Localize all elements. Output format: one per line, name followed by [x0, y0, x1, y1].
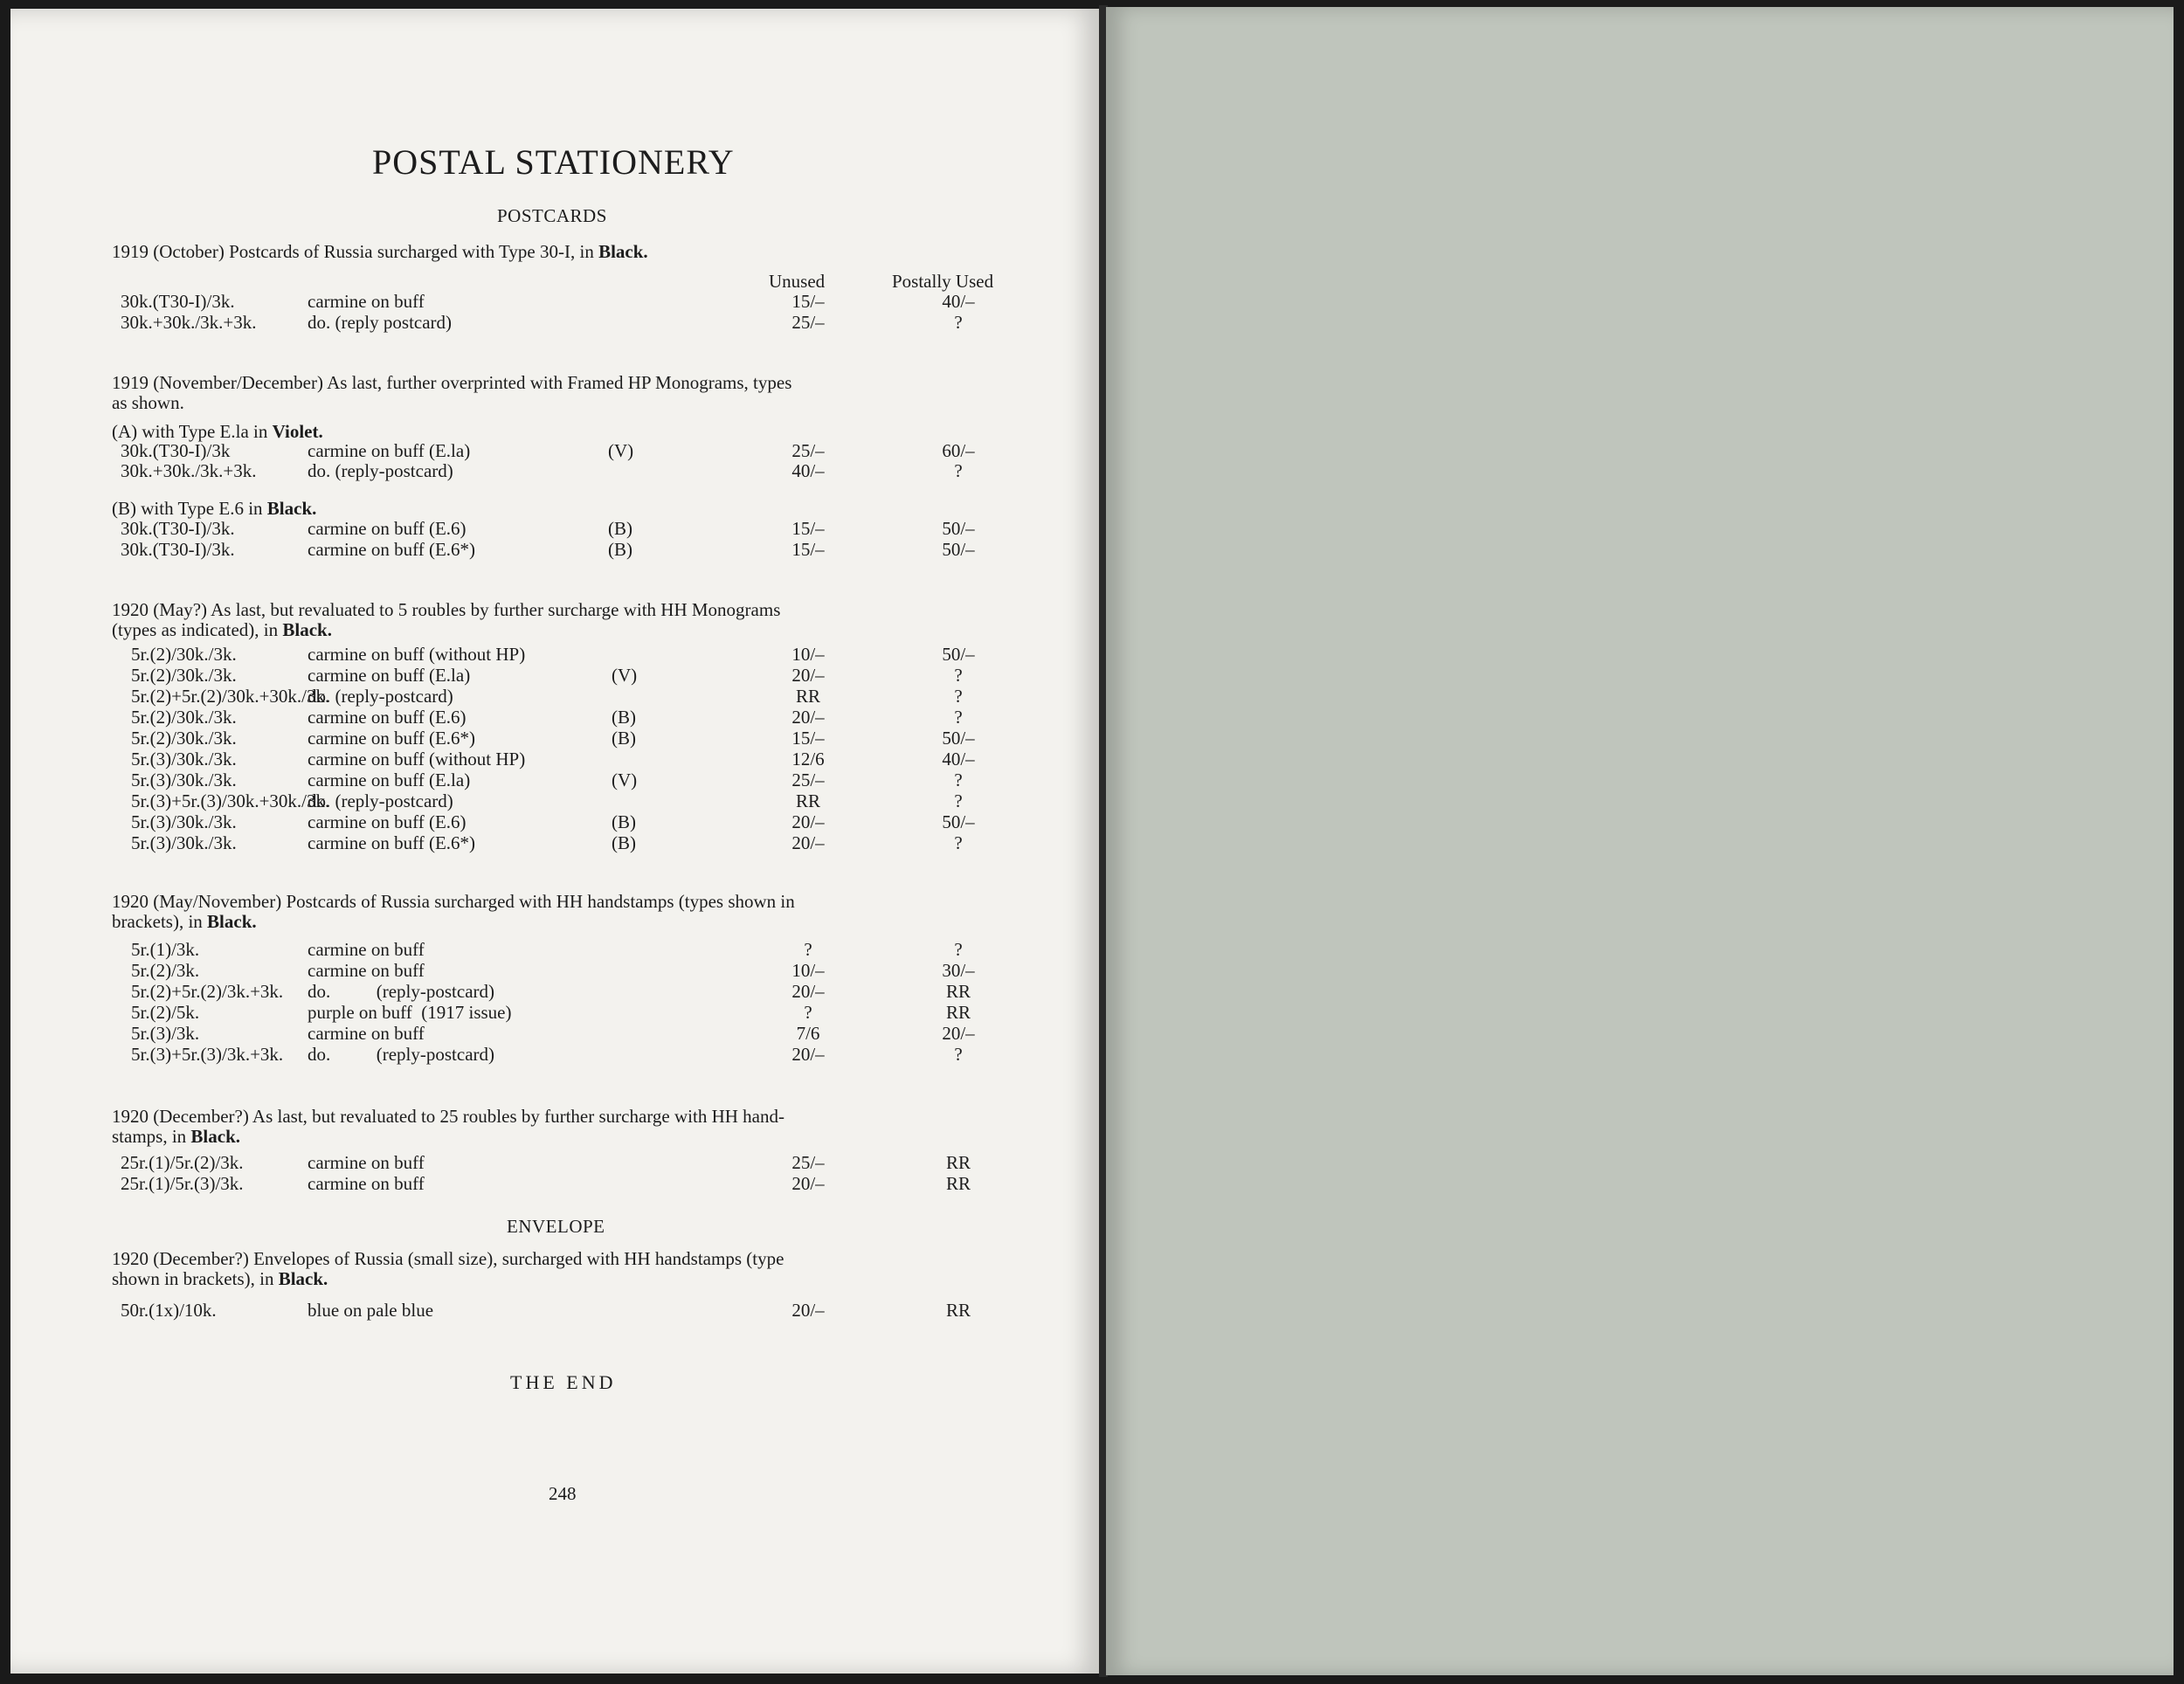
row-value: 30k.(T30-I)/3k	[121, 440, 231, 461]
row-value: 30k.(T30-I)/3k.	[121, 518, 235, 539]
row-value: 50r.(1x)/10k.	[121, 1300, 217, 1321]
row-desc: carmine on buff (E.6)	[308, 707, 467, 728]
row-value: 5r.(2)/30k./3k.	[131, 728, 237, 749]
row-value: 5r.(2)/30k./3k.	[131, 707, 237, 728]
row-used: 40/–	[942, 749, 975, 770]
row-desc: carmine on buff (E.6)	[308, 811, 467, 832]
row-unused: 20/–	[791, 981, 825, 1002]
row-unused: 20/–	[791, 1300, 825, 1321]
row-used: ?	[954, 790, 963, 811]
row-used: ?	[954, 770, 963, 790]
row-used: 50/–	[942, 728, 975, 749]
intro-envelope-line2: shown in brackets), in Black.	[112, 1268, 328, 1289]
row-unused: 20/–	[791, 665, 825, 686]
intro-1920-may-november-line1: 1920 (May/November) Postcards of Russia surcharged with HH handstamps (types shown in	[112, 891, 795, 912]
row-value: 5r.(3)/30k./3k.	[131, 811, 237, 832]
intro-1920-may-line1: 1920 (May?) As last, but revaluated to 5 roubles by further surcharge with HH Monograms	[112, 599, 781, 620]
row-used: 50/–	[942, 518, 975, 539]
row-unused: 10/–	[791, 644, 825, 665]
row-desc: carmine on buff	[308, 939, 425, 960]
intro-envelope-line1: 1920 (December?) Envelopes of Russia (small size), surcharged with HH handstamps (type	[112, 1248, 784, 1269]
intro-1919-november-line2: as shown.	[112, 392, 184, 413]
row-unused: RR	[795, 686, 820, 707]
row-value: 5r.(3)/30k./3k.	[131, 832, 237, 853]
row-unused: ?	[804, 939, 812, 960]
postcards-heading: POSTCARDS	[497, 205, 607, 226]
row-used: ?	[954, 939, 963, 960]
row-desc: carmine on buff	[308, 291, 425, 312]
intro-1920-may-line2: (types as indicated), in Black.	[112, 619, 332, 640]
row-code: (V)	[612, 770, 638, 790]
subsection-a-heading: (A) with Type E.la in Violet.	[112, 421, 323, 442]
row-used: 30/–	[942, 960, 975, 981]
row-used: 50/–	[942, 811, 975, 832]
col-header-postally-used: Postally Used	[892, 271, 994, 292]
row-desc: carmine on buff (E.6)	[308, 518, 467, 539]
row-value: 5r.(2)/3k.	[131, 960, 200, 981]
col-header-unused: Unused	[769, 271, 826, 292]
row-desc: do. (reply postcard)	[308, 312, 453, 333]
row-unused: 7/6	[796, 1023, 820, 1044]
row-unused: 15/–	[791, 728, 825, 749]
row-value: 30k.+30k./3k.+3k.	[121, 312, 257, 333]
row-unused: 20/–	[791, 811, 825, 832]
row-code: (B)	[612, 832, 636, 853]
row-desc: blue on pale blue	[308, 1300, 434, 1321]
row-used: 20/–	[942, 1023, 975, 1044]
row-desc: do. (reply-postcard)	[308, 981, 495, 1002]
row-desc: do. (reply-postcard)	[308, 790, 453, 811]
row-value: 5r.(3)/30k./3k.	[131, 749, 237, 770]
row-desc: carmine on buff (without HP)	[308, 644, 526, 665]
row-value: 5r.(2)/30k./3k.	[131, 665, 237, 686]
row-used: RR	[945, 981, 971, 1002]
row-desc: carmine on buff (E.la)	[308, 665, 471, 686]
row-unused: ?	[804, 1002, 812, 1023]
row-unused: 15/–	[791, 539, 825, 560]
row-value: 25r.(1)/5r.(3)/3k.	[121, 1173, 244, 1194]
row-unused: 40/–	[791, 460, 825, 481]
row-used: ?	[954, 832, 963, 853]
subsection-b-heading: (B) with Type E.6 in Black.	[112, 498, 317, 519]
row-desc: carmine on buff (E.la)	[308, 770, 471, 790]
row-value: 5r.(3)/3k.	[131, 1023, 200, 1044]
row-code: (B)	[612, 811, 636, 832]
row-used: 60/–	[942, 440, 975, 461]
row-desc: carmine on buff (E.la)	[308, 440, 471, 461]
row-desc: carmine on buff	[308, 960, 425, 981]
row-unused: 15/–	[791, 291, 825, 312]
row-used: RR	[945, 1002, 971, 1023]
row-value: 5r.(3)+5r.(3)/30k.+30k./3k.	[131, 790, 330, 811]
row-code: (V)	[608, 440, 634, 461]
row-unused: 25/–	[791, 1152, 825, 1173]
row-unused: 20/–	[791, 707, 825, 728]
row-value: 30k.+30k./3k.+3k.	[121, 460, 257, 481]
intro-1919-october: 1919 (October) Postcards of Russia surcharged with Type 30-I, in Black.	[112, 241, 648, 262]
row-value: 5r.(2)+5r.(2)/3k.+3k.	[131, 981, 284, 1002]
row-unused: RR	[795, 790, 820, 811]
envelope-heading: ENVELOPE	[507, 1216, 605, 1237]
row-used: RR	[945, 1152, 971, 1173]
row-used: 50/–	[942, 539, 975, 560]
row-used: 50/–	[942, 644, 975, 665]
row-unused: 25/–	[791, 312, 825, 333]
row-unused: 10/–	[791, 960, 825, 981]
row-desc: do. (reply-postcard)	[308, 460, 453, 481]
row-desc: carmine on buff (E.6*)	[308, 832, 476, 853]
intro-1920-december-line1: 1920 (December?) As last, but revaluated to 25 roubles by further surcharge with HH hand-	[112, 1106, 784, 1127]
row-code: (B)	[608, 539, 632, 560]
page-title: POSTAL STATIONERY	[372, 142, 735, 182]
row-used: ?	[954, 665, 963, 686]
row-code: (B)	[612, 728, 636, 749]
row-value: 5r.(2)+5r.(2)/30k.+30k./3k.	[131, 686, 330, 707]
row-used: ?	[954, 460, 963, 481]
row-unused: 25/–	[791, 440, 825, 461]
intro-1920-december-line2: stamps, in Black.	[112, 1126, 241, 1147]
row-desc: do. (reply-postcard)	[308, 1044, 495, 1065]
row-value: 5r.(1)/3k.	[131, 939, 200, 960]
row-used: RR	[945, 1300, 971, 1321]
row-desc: carmine on buff	[308, 1173, 425, 1194]
row-value: 30k.(T30-I)/3k.	[121, 291, 235, 312]
row-code: (B)	[612, 707, 636, 728]
row-desc: purple on buff (1917 issue)	[308, 1002, 512, 1023]
row-used: ?	[954, 707, 963, 728]
row-desc: do. (reply-postcard)	[308, 686, 453, 707]
row-desc: carmine on buff	[308, 1152, 425, 1173]
row-unused: 25/–	[791, 770, 825, 790]
row-code: (V)	[612, 665, 638, 686]
row-unused: 20/–	[791, 1044, 825, 1065]
row-value: 5r.(2)/5k.	[131, 1002, 200, 1023]
blank-grey-page	[1106, 7, 2174, 1675]
row-desc: carmine on buff (E.6*)	[308, 728, 476, 749]
row-value: 5r.(2)/30k./3k.	[131, 644, 237, 665]
row-desc: carmine on buff (E.6*)	[308, 539, 476, 560]
row-desc: carmine on buff	[308, 1023, 425, 1044]
the-end: THE END	[510, 1371, 617, 1393]
row-value: 5r.(3)/30k./3k.	[131, 770, 237, 790]
row-value: 25r.(1)/5r.(2)/3k.	[121, 1152, 244, 1173]
row-used: 40/–	[942, 291, 975, 312]
row-desc: carmine on buff (without HP)	[308, 749, 526, 770]
row-used: ?	[954, 1044, 963, 1065]
row-unused: 20/–	[791, 832, 825, 853]
row-unused: 20/–	[791, 1173, 825, 1194]
row-value: 30k.(T30-I)/3k.	[121, 539, 235, 560]
page-number: 248	[549, 1483, 577, 1504]
intro-1920-may-november-line2: brackets), in Black.	[112, 911, 257, 932]
row-used: ?	[954, 686, 963, 707]
row-unused: 12/6	[791, 749, 825, 770]
intro-1919-november-line1: 1919 (November/December) As last, further overprinted with Framed HP Monograms, types	[112, 372, 792, 393]
row-used: ?	[954, 312, 963, 333]
row-value: 5r.(3)+5r.(3)/3k.+3k.	[131, 1044, 284, 1065]
row-unused: 15/–	[791, 518, 825, 539]
row-code: (B)	[608, 518, 632, 539]
row-used: RR	[945, 1173, 971, 1194]
